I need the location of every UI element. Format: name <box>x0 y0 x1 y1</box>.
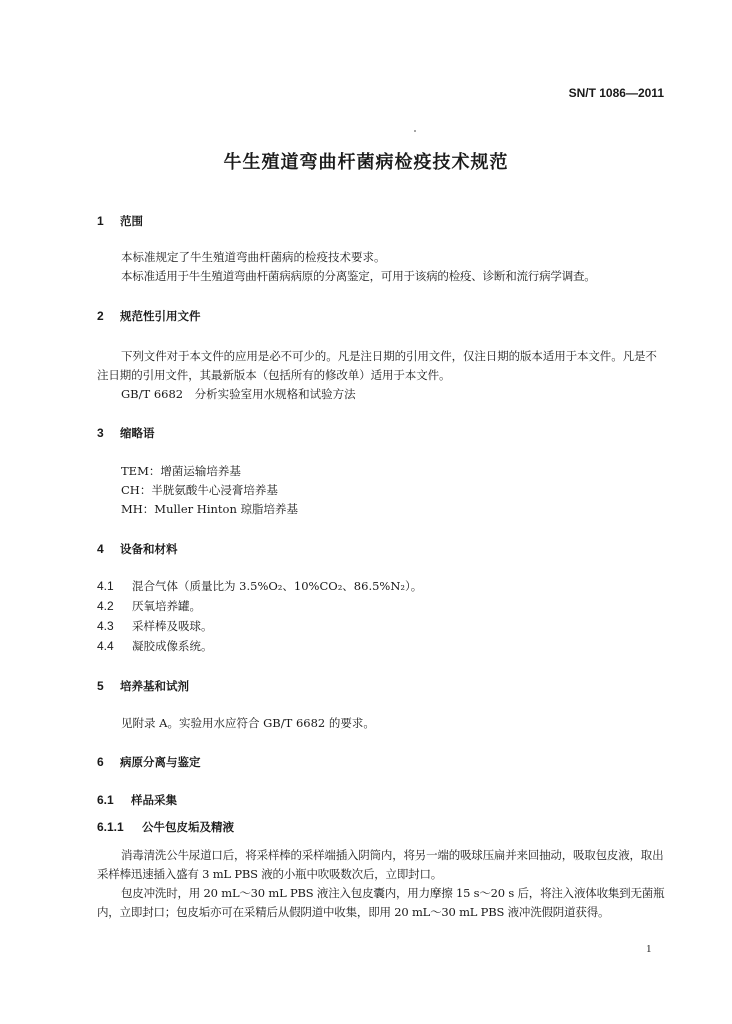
subsection-6-1-1-paragraph-1: 消毒清洗公牛尿道口后，将采样棒的采样端插入阴筒内，将另一端的吸球压扁并来回抽动，吸取包皮液，取出采样棒迅速插入盛有 3 mL PBS 液的小瓶中吹吸数次后，立即封口。 <box>97 848 664 881</box>
section-1-paragraph-1: 本标准规定了牛生殖道弯曲杆菌病的检疫技术要求。 <box>121 250 386 264</box>
item-4-2-number: 4.2 <box>97 599 114 613</box>
section-5-number: 5 <box>97 679 104 693</box>
section-5-paragraph-1: 见附录 A。实验用水应符合 GB/T 6682 的要求。 <box>121 716 375 730</box>
section-3-number: 3 <box>97 426 104 440</box>
subsection-6-1-1-paragraph-2: 包皮冲洗时，用 20 mL～30 mL PBS 液注入包皮囊内，用力摩擦 15 s～20 s 后，将注入液体收集到无菌瓶内，立即封口；包皮垢亦可在采精后从假阴道中收集，即用 20 mL～30 mL PBS 液冲洗假阴道获得。 <box>97 886 665 919</box>
item-4-4-number: 4.4 <box>97 639 114 653</box>
item-4-2-text: 厌氧培养罐。 <box>132 599 201 613</box>
section-2-number: 2 <box>97 309 104 323</box>
section-2-paragraph-1: 下列文件对于本文件的应用是必不可少的。凡是注日期的引用文件，仅注日期的版本适用于本文件。凡是不注日期的引用文件，其最新版本（包括所有的修改单）适用于本文件。 <box>97 349 657 382</box>
item-4-4-text: 凝胶成像系统。 <box>132 639 213 653</box>
abbreviation-mh: MH：Muller Hinton 琼脂培养基 <box>121 502 299 516</box>
section-2-reference: GB/T 6682 分析实验室用水规格和试验方法 <box>121 387 356 401</box>
item-4-1-text: 混合气体（质量比为 3.5%O₂、10%CO₂、86.5%N₂）。 <box>132 579 423 593</box>
section-3-title: 缩略语 <box>120 426 155 440</box>
item-4-3-text: 采样棒及吸球。 <box>132 619 213 633</box>
abbreviation-tem: TEM：增菌运输培养基 <box>121 464 241 478</box>
subsection-6-1-1-title: 公牛包皮垢及精液 <box>142 820 234 834</box>
section-1-title: 范围 <box>120 214 143 228</box>
section-4-title: 设备和材料 <box>120 542 178 556</box>
scan-speck <box>414 130 416 132</box>
item-4-1-number: 4.1 <box>97 579 114 593</box>
page-number: 1 <box>646 943 652 955</box>
section-1-paragraph-2: 本标准适用于牛生殖道弯曲杆菌病病原的分离鉴定，可用于该病的检疫、诊断和流行病学调查。 <box>121 269 596 283</box>
subsection-6-1-1-number: 6.1.1 <box>97 820 124 834</box>
section-1-number: 1 <box>97 214 104 228</box>
document-title: 牛生殖道弯曲杆菌病检疫技术规范 <box>223 152 509 173</box>
section-6-number: 6 <box>97 755 104 769</box>
item-4-3-number: 4.3 <box>97 619 114 633</box>
abbreviation-ch: CH：半胱氨酸牛心浸膏培养基 <box>121 483 278 497</box>
section-4-number: 4 <box>97 542 104 556</box>
section-6-title: 病原分离与鉴定 <box>120 755 201 769</box>
standard-code: SN/T 1086—2011 <box>568 86 664 100</box>
section-5-title: 培养基和试剂 <box>120 679 189 693</box>
section-2-title: 规范性引用文件 <box>120 309 201 323</box>
subsection-6-1-title: 样品采集 <box>131 793 177 807</box>
subsection-6-1-number: 6.1 <box>97 793 114 807</box>
